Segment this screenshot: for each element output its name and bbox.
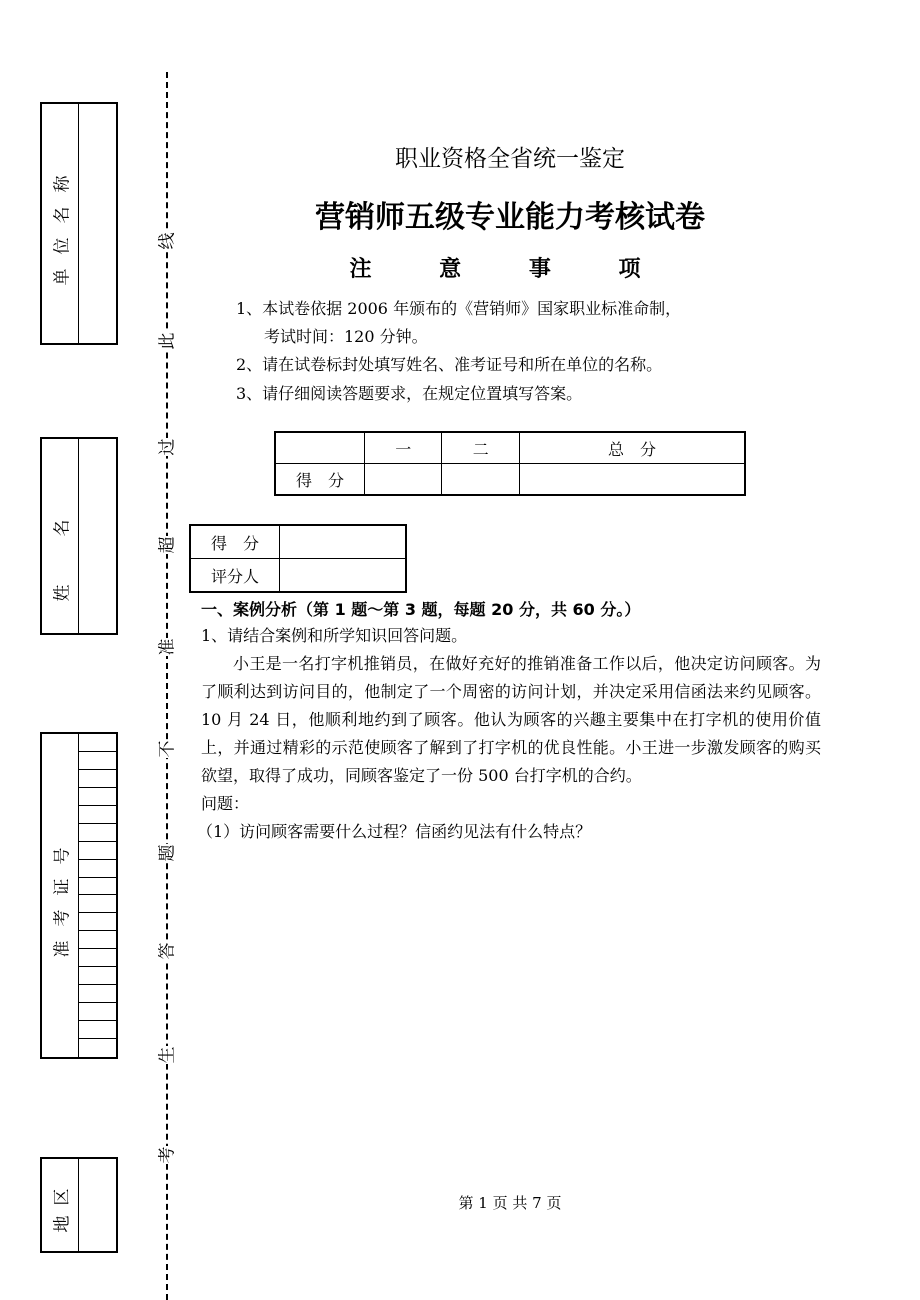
question-block xyxy=(197,622,821,846)
name-label: 姓名 xyxy=(52,471,73,601)
score-header-blank xyxy=(275,432,365,464)
exam-title-line2: 营销师五级专业能力考核试卷 xyxy=(315,200,705,235)
exam-id-box xyxy=(40,732,118,1059)
notice-item-3: 3、请仔细阅读答题要求，在规定位置填写答案。 xyxy=(236,384,583,403)
cut-char-8: 答 xyxy=(157,942,177,960)
exam-title-line1: 职业资格全省统一鉴定 xyxy=(395,146,625,172)
grader-score-cell[interactable] xyxy=(280,525,407,559)
score-header-total: 总 分 xyxy=(519,432,745,464)
exam-id-digit-cell[interactable] xyxy=(78,895,116,913)
exam-id-digit-cell[interactable] xyxy=(78,878,116,896)
cut-char-6: 不 xyxy=(157,740,177,758)
sub-question-1: （1）访问顾客需要什么过程？信函约见法有什么特点？ xyxy=(197,822,592,841)
section-heading: 一、案例分析（第 1 题～第 3 题，每题 20 分，共 60 分。） xyxy=(201,600,641,619)
exam-id-label: 准考证号 xyxy=(52,833,73,958)
notice-heading: 注 意 事 项 xyxy=(349,257,671,282)
exam-id-grid[interactable] xyxy=(78,734,116,1057)
cut-char-5: 准 xyxy=(157,638,177,656)
unit-name-label: 单位名称 xyxy=(52,161,73,286)
cut-char-10: 考 xyxy=(157,1146,177,1164)
exam-id-digit-cell[interactable] xyxy=(78,913,116,931)
case-text: 小王是一名打字机推销员，在做好充好的推销准备工作以后，他决定访问顾客。为了顺利达到访问目的，他制定了一个周密的访问计划，并决定采用信函法来约见顾客。10 月 24 日，他顺利地约到了顾客。他认为顾客的兴趣主要集中在打字机的使用价值上，并通过精彩的示范使顾客了解到了打字机的优良性能。小王进一步激发顾客的购买欲望，取得了成功，同顾客鉴定了一份 500 台打字机的合约。 xyxy=(201,654,821,785)
cut-char-7: 题 xyxy=(157,844,177,862)
exam-id-digit-cell[interactable] xyxy=(78,788,116,806)
question-label: 问题： xyxy=(201,794,250,813)
question-1-intro: 1、请结合案例和所学知识回答问题。 xyxy=(201,626,468,645)
score-row-label: 得 分 xyxy=(275,464,365,496)
score-header-part2: 二 xyxy=(442,432,519,464)
name-field[interactable] xyxy=(78,439,116,633)
score-cell-part2[interactable] xyxy=(442,464,519,496)
grader-score-label: 得 分 xyxy=(190,525,280,559)
exam-id-digit-cell[interactable] xyxy=(78,931,116,949)
notice-item-2: 2、请在试卷标封处填写姓名、准考证号和所在单位的名称。 xyxy=(236,355,663,374)
score-cell-part1[interactable] xyxy=(365,464,442,496)
page-footer: 第 1 页 共 7 页 xyxy=(458,1194,562,1212)
cut-char-9: 生 xyxy=(157,1046,177,1064)
exam-id-digit-cell[interactable] xyxy=(78,1021,116,1039)
name-box xyxy=(40,437,118,635)
grader-table xyxy=(189,524,407,593)
exam-id-digit-cell[interactable] xyxy=(78,806,116,824)
exam-id-digit-cell[interactable] xyxy=(78,734,116,752)
exam-id-digit-cell[interactable] xyxy=(78,1003,116,1021)
notice-item-1-line1: 1、本试卷依据 2006 年颁布的《营销师》国家职业标准命制， xyxy=(236,299,682,318)
exam-id-digit-cell[interactable] xyxy=(78,824,116,842)
exam-id-digit-cell[interactable] xyxy=(78,949,116,967)
exam-id-digit-cell[interactable] xyxy=(78,860,116,878)
exam-id-digit-cell[interactable] xyxy=(78,967,116,985)
grader-name-label: 评分人 xyxy=(190,559,280,593)
exam-id-digit-cell[interactable] xyxy=(78,770,116,788)
exam-id-digit-cell[interactable] xyxy=(78,842,116,860)
region-label: 地区 xyxy=(52,1178,73,1232)
notice-item-1-line2: 考试时间：120 分钟。 xyxy=(264,327,428,346)
grader-name-cell[interactable] xyxy=(280,559,407,593)
exam-id-digit-cell[interactable] xyxy=(78,752,116,770)
exam-id-digit-cell[interactable] xyxy=(78,985,116,1003)
cut-char-4: 超 xyxy=(157,536,177,554)
cut-char-1: 线 xyxy=(157,232,177,250)
cut-char-2: 此 xyxy=(157,332,177,350)
score-cell-total[interactable] xyxy=(519,464,745,496)
score-table xyxy=(274,431,746,496)
cut-char-3: 过 xyxy=(157,438,177,456)
score-header-part1: 一 xyxy=(365,432,442,464)
